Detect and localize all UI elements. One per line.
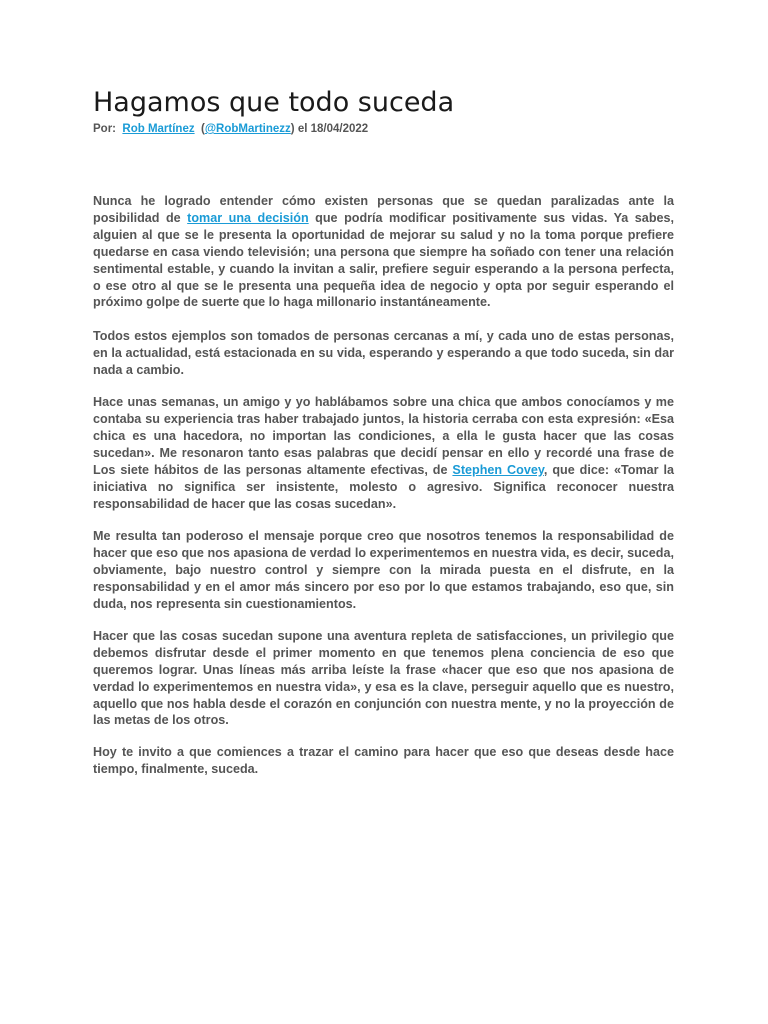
stephen-covey-link[interactable]: Stephen Covey bbox=[452, 462, 544, 477]
paragraph bbox=[93, 394, 674, 512]
twitter-handle-link[interactable]: @RobMartinezz bbox=[204, 123, 291, 135]
article bbox=[93, 84, 675, 777]
article-title: Hagamos que todo suceda bbox=[93, 87, 455, 118]
byline bbox=[93, 122, 674, 136]
paragraph: Hacer que las cosas sucedan supone una aventura repleta de satisfacciones, un privilegio que debemos disfrutar desde el primer momento en que tenemos plena conciencia de eso que queremos lograr. Unas líneas más arriba leíste la frase «hacer que eso que nos apasiona de verdad lo experimentemos en nuestra vida», y esa es la clave, perseguir aquello que es nuestro, aquello que nos habla desde el corazón en conjunción con nuestra mente, y no la proyección de las metas de los otros. bbox=[93, 628, 674, 728]
decision-link[interactable]: tomar una decisión bbox=[187, 210, 309, 225]
byline-prefix: Por: bbox=[93, 123, 116, 135]
byline-open-paren: ( bbox=[200, 123, 205, 135]
paragraph: Me resulta tan poderoso el mensaje porque creo que nosotros tenemos la responsabilidad de hacer que eso que nos apasiona de verdad lo experimentemos en nuestra vida, es decir, suceda, obviamente, bajo nuestro control y siempre con la mirada puesta en el disfrute, en la responsabilidad y en el amor más sincero por eso por lo que estamos trabajando, eso que, sin duda, nos representa sin cuestionamientos. bbox=[93, 529, 674, 612]
paragraph bbox=[93, 193, 674, 311]
paragraph-text: Nunca he logrado entender cómo existen personas que se quedan paralizadas ante la posibilidad de bbox=[93, 194, 674, 225]
author-link[interactable]: Rob Martínez bbox=[122, 123, 195, 135]
article-body bbox=[93, 193, 674, 778]
byline-date: ) el 18/04/2022 bbox=[290, 123, 369, 135]
paragraph-text: Hace unas semanas, un amigo y yo hablábamos sobre una chica que ambos conocíamos y me contaba su experiencia tras haber trabajado juntos, la historia cerraba con esta expresión: «Esa chica es una hacedora, no importan las condiciones, a ella le gusta hacer que las cosas sucedan». Me resonaron tanto esas palabras que decidí pensar en ello y recordé una frase de Los siete hábitos de las personas altamente efectivas, de bbox=[93, 395, 674, 477]
paragraph: Hoy te invito a que comiences a trazar el camino para hacer que eso que deseas desde hace tiempo, finalmente, suceda. bbox=[93, 745, 674, 777]
paragraph: Todos estos ejemplos son tomados de personas cercanas a mí, y cada uno de estas personas, en la actualidad, está estacionada en su vida, esperando y esperando a que todo suceda, sin dar nada a cambio. bbox=[93, 329, 674, 378]
paragraph-text: , que dice: «Tomar la iniciativa no significa ser insistente, molesto o agresivo. Significa reconocer nuestra responsabilidad de hacer que las cosas sucedan». bbox=[93, 462, 674, 511]
paragraph-text: que podría modificar positivamente sus vidas. Ya sabes, alguien al que se le presenta la oportunidad de mejorar su salud y no la toma porque prefiere quedarse en casa viendo televisión; una persona que siempre ha soñado con tener una relación sentimental estable, y cuando la invitan a salir, prefiere seguir esperando a la persona perfecta, o ese otro al que se le presenta una pequeña idea de negocio y opta por seguir esperando el próximo golpe de suerte que lo haga millonario instantáneamente. bbox=[93, 210, 675, 310]
